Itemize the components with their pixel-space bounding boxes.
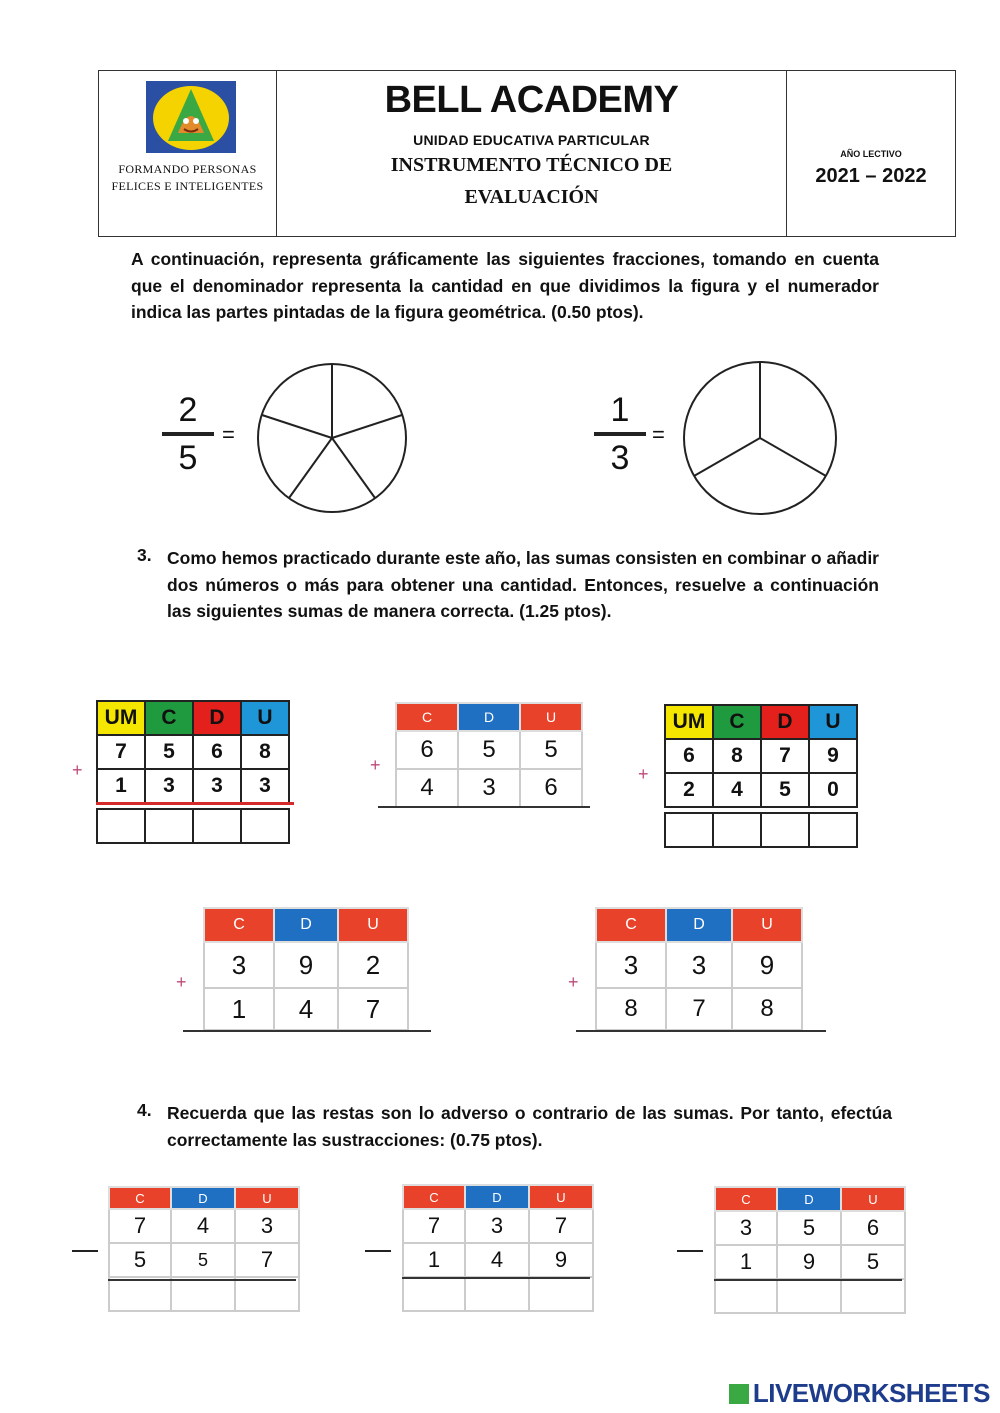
digit-cell: 5: [777, 1211, 841, 1245]
fraction-bar: [594, 432, 646, 436]
digit-cell: 1: [403, 1243, 465, 1277]
digit-cell: 1: [97, 769, 145, 803]
header-d: D: [274, 908, 338, 942]
digit-cell: 5: [761, 773, 809, 807]
logo-cell: [99, 71, 277, 236]
circle-five-parts[interactable]: [252, 360, 412, 516]
motto-line1: FORMANDO PERSONAS: [118, 162, 257, 176]
minus-sign: [72, 1250, 98, 1252]
header-u: U: [235, 1187, 299, 1209]
subtractions-instruction: Recuerda que las restas son lo adverso o contrario de las sumas. Por tanto, efectúa correctamente las sustracciones: (0.75 ptos).: [167, 1103, 892, 1150]
header-u: U: [241, 701, 289, 735]
answer-input[interactable]: [715, 1279, 777, 1313]
plus-sign: +: [176, 972, 187, 992]
digit-cell: 3: [204, 942, 274, 988]
sub-line: [714, 1279, 902, 1281]
answer-input[interactable]: [841, 1279, 905, 1313]
digit-cell: 2: [338, 942, 408, 988]
digit-cell: 6: [841, 1211, 905, 1245]
answer-input[interactable]: [665, 813, 713, 847]
sum-table-3: [664, 704, 858, 848]
digit-cell: 3: [465, 1209, 529, 1243]
digit-cell: 5: [145, 735, 193, 769]
fraction-1-denominator: 5: [178, 439, 198, 477]
digit-cell: 7: [666, 988, 732, 1030]
sum-table-4: [203, 907, 409, 1031]
answer-input[interactable]: [109, 1277, 171, 1311]
fraction-2-numerator: 1: [610, 391, 630, 429]
plus-sign: +: [568, 972, 579, 992]
sum-table-1: [96, 700, 290, 844]
digit-cell: 2: [665, 773, 713, 807]
digit-cell: 5: [520, 731, 582, 769]
digit-cell: 8: [241, 735, 289, 769]
liveworksheets-logo: [729, 1378, 990, 1409]
fraction-2-denominator: 3: [610, 439, 630, 477]
header-c: C: [145, 701, 193, 735]
sums-instruction: Como hemos practicado durante este año, las sumas consisten en combinar o añadir dos números o más para obtener una cantidad. Entonces, resuelve a continuación las siguientes sumas de manera correcta. (1.25 ptos).: [167, 548, 879, 621]
school-logo: [146, 81, 236, 153]
motto-line2: FELICES E INTELIGENTES: [111, 179, 264, 193]
digit-cell: 4: [713, 773, 761, 807]
digit-cell: 7: [109, 1209, 171, 1243]
digit-cell: 6: [396, 731, 458, 769]
header-u: U: [732, 908, 802, 942]
answer-input[interactable]: [529, 1277, 593, 1311]
digit-cell: 8: [732, 988, 802, 1030]
digit-cell: 7: [97, 735, 145, 769]
title-cell: [277, 71, 787, 236]
plus-sign: +: [370, 755, 381, 775]
instrument-title-line1: INSTRUMENTO TÉCNICO DE: [390, 154, 673, 176]
sub-table-3: [714, 1186, 906, 1314]
sum-line: [183, 1030, 431, 1032]
header-d: D: [193, 701, 241, 735]
header-u: U: [809, 705, 857, 739]
sum-line: [576, 1030, 826, 1032]
footer-brand: LIVEWORKSHEETS: [752, 1378, 990, 1408]
digit-cell: 7: [403, 1209, 465, 1243]
digit-cell: 9: [777, 1245, 841, 1279]
header-d: D: [171, 1187, 235, 1209]
sum-table-5: [595, 907, 803, 1031]
digit-cell: 1: [715, 1245, 777, 1279]
digit-cell: 0: [809, 773, 857, 807]
digit-cell: 4: [396, 769, 458, 807]
digit-cell: 3: [666, 942, 732, 988]
answer-input[interactable]: [761, 813, 809, 847]
answer-input[interactable]: [809, 813, 857, 847]
answer-input[interactable]: [145, 809, 193, 843]
digit-cell: 7: [761, 739, 809, 773]
digit-cell: 6: [520, 769, 582, 807]
header-d: D: [777, 1187, 841, 1211]
digit-cell: 8: [713, 739, 761, 773]
year-label: AÑO LECTIVO: [840, 149, 902, 159]
fraction-1: [162, 390, 214, 478]
digit-cell: 9: [529, 1243, 593, 1277]
minus-sign: [677, 1250, 703, 1252]
subtractions-number: 4.: [137, 1100, 152, 1120]
answer-input[interactable]: [713, 813, 761, 847]
equals-sign-2: =: [652, 422, 665, 447]
answer-input[interactable]: [235, 1277, 299, 1311]
sub-line: [108, 1279, 296, 1281]
digit-cell: 5: [109, 1243, 171, 1277]
minus-sign: [365, 1250, 391, 1252]
digit-cell: 3: [235, 1209, 299, 1243]
digit-cell: 3: [458, 769, 520, 807]
digit-cell: 3: [596, 942, 666, 988]
answer-input[interactable]: [193, 809, 241, 843]
digit-cell: 3: [145, 769, 193, 803]
sum-line: [96, 802, 294, 805]
sum-line: [378, 806, 590, 808]
plus-sign: +: [72, 760, 83, 780]
digit-cell: 5: [458, 731, 520, 769]
school-year: 2021 – 2022: [815, 165, 927, 187]
lws-icon: [729, 1384, 749, 1404]
header-c: C: [204, 908, 274, 942]
fractions-instruction: A continuación, representa gráficamente las siguientes fracciones, tomando en cuenta que el denominador representa la cantidad en que dividimos la figura y el numerador indica las partes pintadas de la figura geométrica. (0.50 ptos).: [131, 249, 879, 322]
header-c: C: [109, 1187, 171, 1209]
digit-cell: 8: [596, 988, 666, 1030]
school-name: BELL ACADEMY: [384, 79, 679, 121]
header-u: U: [520, 703, 582, 731]
header-d: D: [465, 1185, 529, 1209]
school-subtitle: UNIDAD EDUCATIVA PARTICULAR: [413, 132, 650, 148]
digit-cell: 4: [274, 988, 338, 1030]
header-u: U: [529, 1185, 593, 1209]
header-d: D: [666, 908, 732, 942]
header-um: UM: [97, 701, 145, 735]
sub-line: [402, 1277, 590, 1279]
fraction-bar: [162, 432, 214, 436]
digit-cell: 5: [171, 1243, 235, 1277]
header-c: C: [396, 703, 458, 731]
digit-cell: 9: [732, 942, 802, 988]
header-d: D: [761, 705, 809, 739]
header-box: [98, 70, 956, 237]
sub-table-2: [402, 1184, 594, 1312]
digit-cell: 3: [715, 1211, 777, 1245]
plus-sign: +: [638, 764, 649, 784]
digit-cell: 9: [809, 739, 857, 773]
answer-input[interactable]: [171, 1277, 235, 1311]
digit-cell: 4: [171, 1209, 235, 1243]
answer-input[interactable]: [465, 1277, 529, 1311]
digit-cell: 9: [274, 942, 338, 988]
sub-table-1: [108, 1186, 300, 1312]
year-cell: [787, 71, 955, 236]
fraction-1-numerator: 2: [178, 391, 198, 429]
header-c: C: [715, 1187, 777, 1211]
header-u: U: [841, 1187, 905, 1211]
equals-sign-1: =: [222, 422, 235, 447]
header-um: UM: [665, 705, 713, 739]
digit-cell: 3: [241, 769, 289, 803]
digit-cell: 7: [338, 988, 408, 1030]
circle-three-parts[interactable]: [680, 358, 840, 518]
sums-number: 3.: [137, 545, 152, 565]
digit-cell: 6: [193, 735, 241, 769]
digit-cell: 1: [204, 988, 274, 1030]
header-c: C: [403, 1185, 465, 1209]
header-d: D: [458, 703, 520, 731]
header-c: C: [713, 705, 761, 739]
fraction-2: [594, 390, 646, 478]
header-c: C: [596, 908, 666, 942]
answer-input[interactable]: [241, 809, 289, 843]
digit-cell: 7: [529, 1209, 593, 1243]
digit-cell: 4: [465, 1243, 529, 1277]
answer-input[interactable]: [97, 809, 145, 843]
digit-cell: 6: [665, 739, 713, 773]
sum-table-2: [395, 702, 583, 808]
answer-input[interactable]: [777, 1279, 841, 1313]
digit-cell: 5: [841, 1245, 905, 1279]
instrument-title-line2: EVALUACIÓN: [464, 186, 599, 208]
digit-cell: 3: [193, 769, 241, 803]
header-u: U: [338, 908, 408, 942]
digit-cell: 7: [235, 1243, 299, 1277]
answer-input[interactable]: [403, 1277, 465, 1311]
